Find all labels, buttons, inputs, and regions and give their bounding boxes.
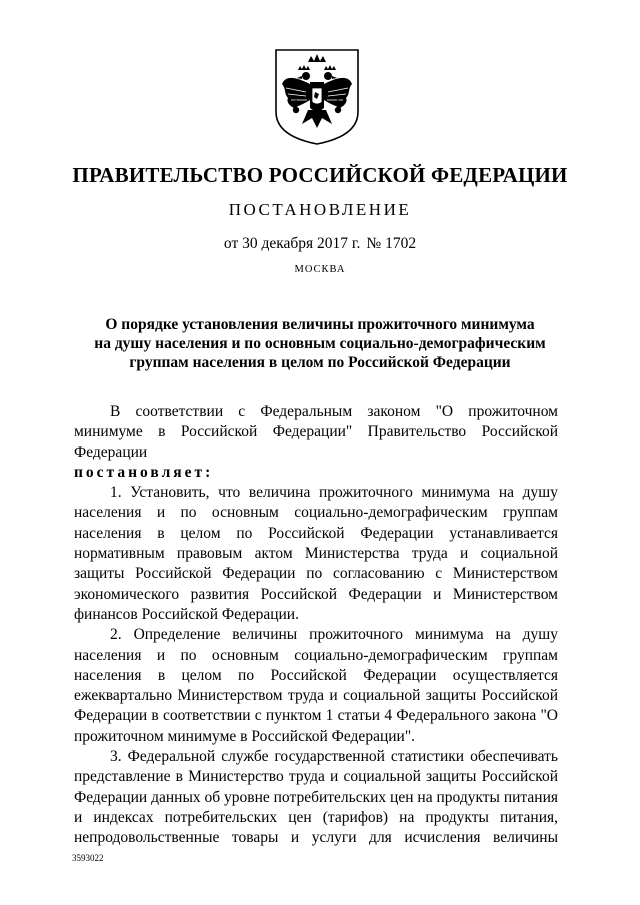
preamble-text: В соответствии с Федеральным законом "О прожиточном минимуме в Российской Федерации" Правительство Российской Федерации xyxy=(74,403,558,461)
footer-document-code: 3593022 xyxy=(72,853,104,863)
item-3-paragraph: 3. Федеральной службе государственной статистики обеспечивать представление в Министерство труда и социальной защиты Российской Федерации данных об уровне потребительских цен на продукты питания и индексах потребительских цен (тарифов) на продукты питания, непродовольственные товары и услуги для исчисления величины xyxy=(74,748,558,847)
coat-of-arms-emblem xyxy=(272,48,362,146)
government-heading: ПРАВИТЕЛЬСТВО РОССИЙСКОЙ ФЕДЕРАЦИИ xyxy=(72,163,568,187)
title-line: О порядке установления величины прожиточного минимума xyxy=(105,316,535,333)
document-date-line xyxy=(0,235,640,253)
title-line: на душу населения и по основным социально-демографическим xyxy=(94,335,546,352)
decree-word: постановляет: xyxy=(74,463,214,481)
document-type: ПОСТАНОВЛЕНИЕ xyxy=(228,200,412,219)
item-2-paragraph: 2. Определение величины прожиточного минимума на душу населения и по основным социально-демографическим группам населения в целом по Российской Федерации осуществляется ежеквартально Министерством труда и социальной защиты Российской Федерации в соответствии с пунктом 1 статьи 4 Федерального закона "О прожиточном минимуме в Российской Федерации". xyxy=(74,626,558,745)
title-line: группам населения в целом по Российской Федерации xyxy=(129,354,511,371)
document-title xyxy=(0,315,640,372)
document-number: № 1702 xyxy=(366,235,417,252)
document-body xyxy=(74,402,558,849)
document-date: от 30 декабря 2017 г. xyxy=(223,235,361,252)
decree-word-line xyxy=(74,463,558,483)
item-1-paragraph: 1. Установить, что величина прожиточного минимума на душу населения и по основным социально-демографическим группам населения в целом по Российской Федерации устанавливается нормативным правовым актом Министерства труда и социальной защиты Российской Федерации по согласованию с Министерством экономического развития Российской Федерации и Министерством финансов Российской Федерации. xyxy=(74,484,558,623)
document-city: МОСКВА xyxy=(294,264,346,275)
preamble-paragraph xyxy=(74,402,558,463)
